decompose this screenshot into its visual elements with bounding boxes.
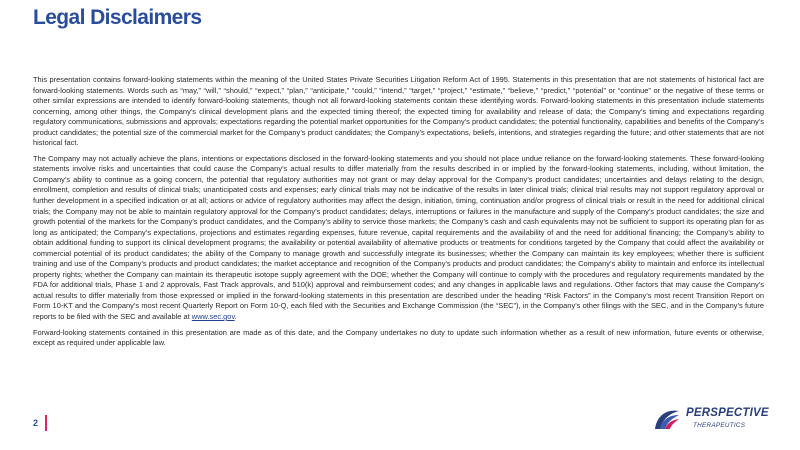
page-title: Legal Disclaimers	[33, 6, 202, 29]
logo-subtitle: THERAPEUTICS	[693, 422, 746, 429]
sec-website-link[interactable]: www.sec.gov	[191, 312, 235, 322]
disclaimer-paragraph-3: Forward-looking statements contained in this presentation are made as of this date, and the Company undertakes no duty to update such information whether as a result of new information, future events or otherwise, except as required under applicable law.	[33, 327, 764, 348]
disclaimer-paragraph-2-text: The Company may not actually achieve the plans, intentions or expectations disclosed in the forward-looking statements and you should not place undue reliance on the forward-looking statements. These forward-looking statements involve risks and uncertainties that could cause the Company’s actual results to differ materially from the results described in or implied by the forward-looking statements, including, without limitation, the Company’s ability to continue as a going concern, the potential that regulatory authorities may not grant or may delay approval for the Company’s product candidates; uncertainties and delays relating to the design, enrollment, completion and results of clinical trials; unanticipated costs and expenses; early clinical trials may not be indicative of the results in later clinical trials; clinical trial results may not support regulatory approval or further development in a specified indication or at all; actions or advice of regulatory authorities may affect the design, initiation, timing, continuation and/or progress of clinical trials or result in the need for additional clinical trials; the Company may not be able to maintain regulatory approval for the Company’s product candidates; delays, interruptions or failures in the manufacture and supply of the Company’s product candidates; the size and growth potential of the markets for the Company’s product candidates, and the Company’s ability to service those markets; the Company’s cash and cash equivalents may not be sufficient to support its operating plan for as long as anticipated; the Company’s expectations, projections and estimates regarding expenses, future revenue, capital requirements and the availability of and the need for additional financing; the Company’s ability to obtain additional funding to support its clinical development programs; the availability or potential availability of alternative products or treatments for conditions targeted by the Company that could affect the availability or commercial potential of its product candidates; the ability of the Company to manage growth and successfully integrate its businesses; whether the Company can maintain its key employees; whether there is sufficient training and use of the Company’s products and product candidates; the market acceptance and recognition of the Company’s products and product candidates; the Company’s ability to maintain and enforce its intellectual property rights; whether the Company can maintain its therapeutic isotope supply agreement with the DOE; whether the Company will continue to comply with the procedures and regulatory requirements mandated by the FDA for additional trials, Phase 1 and 2 approvals, Fast Track approvals, and 510(k) approval and reimbursement codes; and any changes in applicable laws and regulations. Other factors that may cause the Company’s actual results to differ materially from those expressed or implied in the forward-looking statements in this presentation are described under the heading “Risk Factors” in the Company’s most recent Transition Report on Form 10-KT and the Company’s most recent Quarterly Report on Form 10-Q, each filed with the Securities and Exchange Commission (the “SEC”), in the Company’s other filings with the SEC, and in the Company’s future reports to be filed with the SEC and available at	[33, 153, 764, 322]
company-logo	[651, 405, 771, 435]
disclaimer-paragraph-1: This presentation contains forward-looking statements within the meaning of the United States Private Securities Litigation Reform Act of 1995. Statements in this presentation that are not statements of historical fact are forward-looking statements. Words such as “may,” “will,” “should,” “expect,” “plan,” “anticipate,” “could,” “intend,” “target,” “project,” “estimate,” “believe,” “predict,” “potential” or “continue” or the negative of these terms or other similar expressions are intended to identify forward-looking statements, though not all forward-looking statements contain these identifying words. Forward-looking statements in this presentation include statements concerning, among other things, the Company’s clinical development plans and the expected timing thereof; the expected timing for availability and release of data; the Company’s timing and expectations regarding regulatory communications, submissions and approvals; expectations regarding the potential market opportunities for the Company’s product candidates; the potential functionality, capabilities and benefits of the Company’s product candidates; the potential size of the commercial market for the Company’s product candidates; the Company’s expectations, beliefs, intentions, and strategies regarding the future; and other statements that are not historical fact.	[33, 75, 764, 148]
disclaimer-paragraph-2-end: .	[234, 312, 237, 322]
page-number: 2	[33, 418, 39, 428]
perspective-logo-icon	[651, 405, 683, 433]
footer-accent-bar	[45, 415, 47, 431]
disclaimer-body	[33, 75, 764, 349]
logo-wordmark: PERSPECTIVE	[686, 407, 769, 419]
disclaimer-paragraph-2	[33, 154, 764, 323]
